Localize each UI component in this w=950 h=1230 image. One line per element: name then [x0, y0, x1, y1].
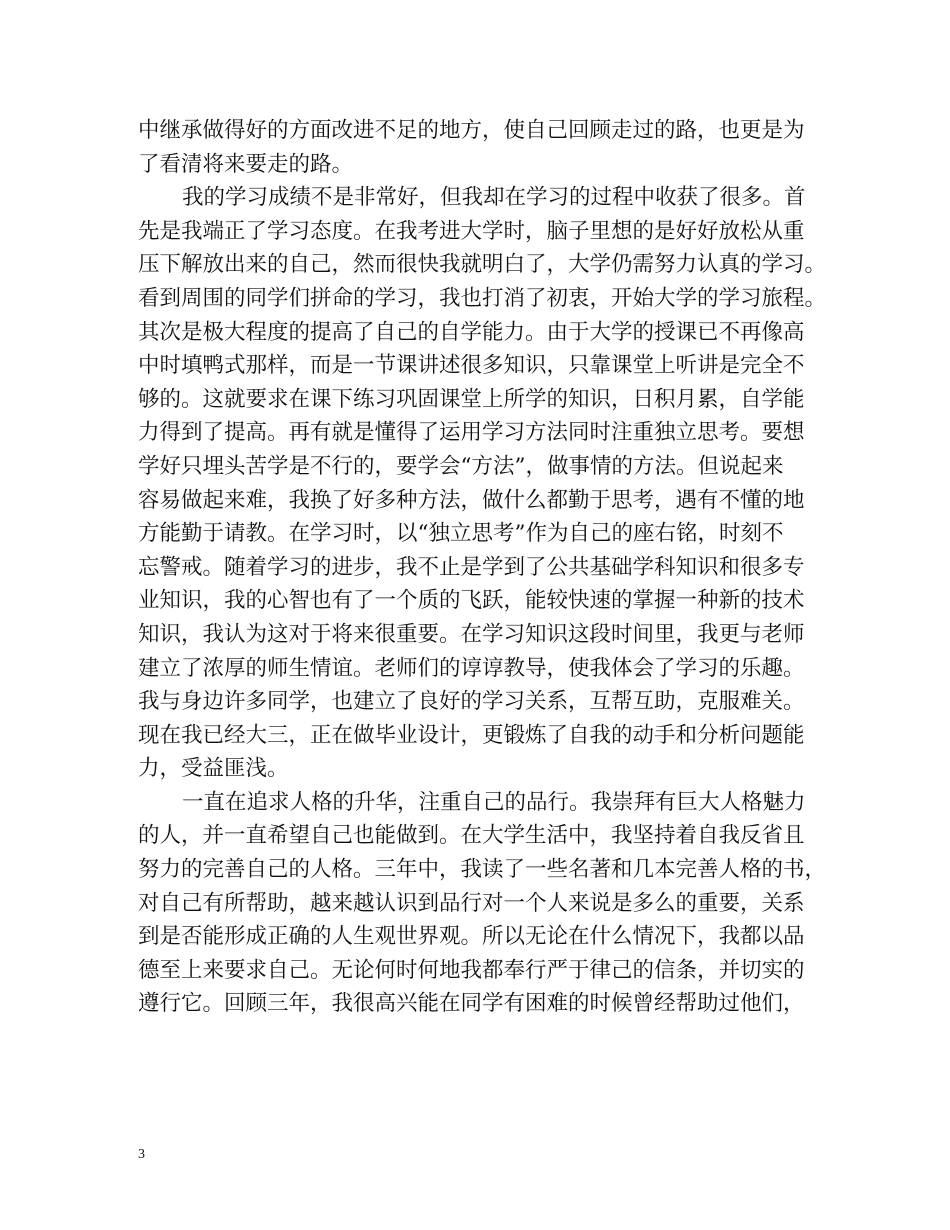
text-line: 德至上来要求自己。无论何时何地我都奉行严于律己的信条，并切实的	[138, 957, 805, 983]
text-line: 中继承做得好的方面改进不足的地方，使自己回顾走过的路，也更是为	[138, 118, 805, 143]
text-line: 建立了浓厚的师生情谊。老师们的谆谆教导，使我体会了学习的乐趣。	[138, 655, 805, 681]
text-line: 现在我已经大三，正在做毕业设计，更锻炼了自我的动手和分析问题能	[138, 722, 805, 748]
text-line: 的人，并一直希望自己也能做到。在大学生活中，我坚持着自我反省且	[138, 823, 805, 849]
text-line: 学好只埋头苦学是不行的，要学会“方法”，做事情的方法。但说起来	[138, 453, 784, 479]
text-line: 业知识，我的心智也有了一个质的飞跃，能较快速的掌握一种新的技术	[138, 588, 805, 614]
text-line: 够的。这就要求在课下练习巩固课堂上所学的知识，日积月累，自学能	[138, 386, 805, 412]
text-line: 其次是极大程度的提高了自己的自学能力。由于大学的授课已不再像高	[138, 319, 805, 345]
body-text	[138, 114, 827, 1021]
text-line: 中时填鸭式那样，而是一节课讲述很多知识，只靠课堂上听讲是完全不	[138, 353, 805, 379]
text-line: 力，受益匪浅。	[138, 756, 289, 782]
text-line: 我与身边许多同学，也建立了良好的学习关系，互帮互助，克服难关。	[138, 689, 805, 715]
paragraph-start-line: 我的学习成绩不是非常好，但我却在学习的过程中收获了很多。首	[182, 185, 806, 211]
text-line: 努力的完善自己的人格。三年中，我读了一些名著和几本完善人格的书，	[138, 857, 827, 883]
text-line: 到是否能形成正确的人生观世界观。所以无论在什么情况下，我都以品	[138, 924, 805, 950]
text-line: 看到周围的同学们拼命的学习，我也打消了初衷，开始大学的学习旅程。	[138, 285, 827, 311]
text-line: 先是我端正了学习态度。在我考进大学时，脑子里想的是好好放松从重	[138, 218, 805, 244]
text-line: 知识，我认为这对于将来很重要。在学习知识这段时间里，我更与老师	[138, 621, 805, 647]
text-line: 方能勤于请教。在学习时，以“独立思考”作为自己的座右铭，时刻不	[138, 521, 784, 547]
text-line: 力得到了提高。再有就是懂得了运用学习方法同时注重独立思考。要想	[138, 420, 805, 446]
page-number: 3	[138, 1147, 145, 1162]
text-line: 对自己有所帮助，越来越认识到品行对一个人来说是多么的重要，关系	[138, 890, 805, 916]
text-line: 容易做起来难，我换了好多种方法，做什么都勤于思考，遇有不懂的地	[138, 487, 805, 513]
text-line: 了看清将来要走的路。	[138, 151, 354, 177]
text-line: 压下解放出来的自己，然而很快我就明白了，大学仍需努力认真的学习。	[138, 252, 827, 278]
text-line: 忘警戒。随着学习的进步，我不止是学到了公共基础学科知识和很多专	[138, 554, 805, 580]
text-line: 遵行它。回顾三年，我很高兴能在同学有困难的时候曾经帮助过他们，	[138, 991, 805, 1017]
paragraph-start-line: 一直在追求人格的升华，注重自己的品行。我崇拜有巨大人格魅力	[182, 789, 806, 815]
